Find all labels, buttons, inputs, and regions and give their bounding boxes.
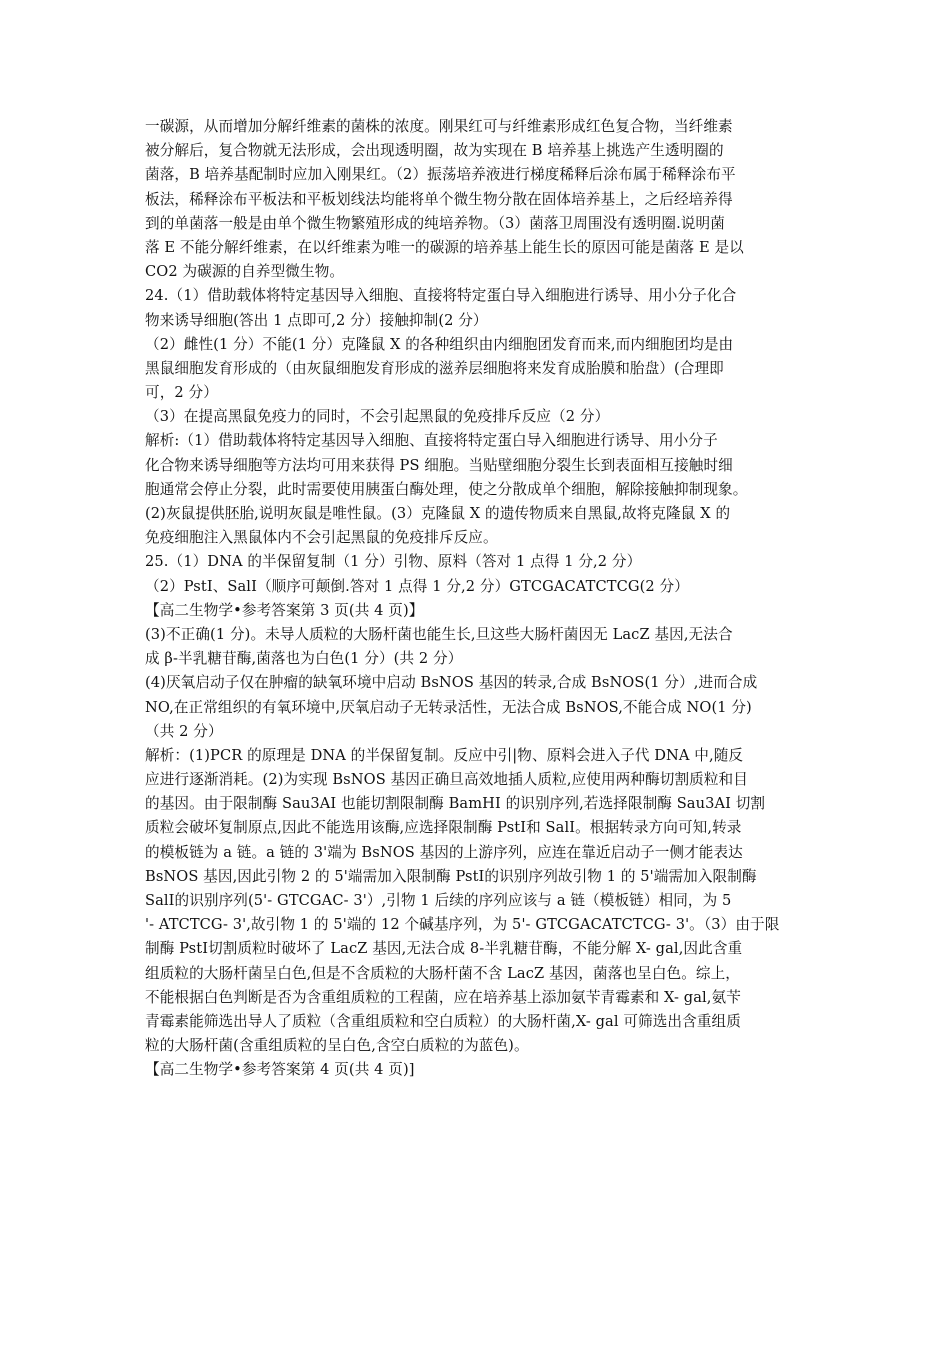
text-line: 成 β-半乳糖苷酶,菌落也为白色(1 分）(共 2 分） bbox=[145, 650, 463, 668]
text-line: 粒的大肠杆菌(含重组质粒的呈白色,含空白质粒的为蓝色)。 bbox=[145, 1037, 529, 1055]
text-line: 青霉素能筛选出导人了质粒（含重组质粒和空白质粒）的大肠杆菌,X- gal 可筛选出含重组质 bbox=[145, 1012, 741, 1030]
text-line: 胞通常会停止分裂，此时需要使用胰蛋白酶处理，使之分散成单个细胞，解除接触抑制现象。 bbox=[145, 480, 748, 498]
text-line: BsNOS 基因,因此引物 2 的 5'端需加入限制酶 PstⅠ的识别序列故引物 1 的 5'端需加入限制酶 bbox=[145, 867, 757, 885]
analysis-line: 解析:（1）借助载体将特定基因导入细胞、直接将特定蛋白导入细胞进行诱导、用小分子 bbox=[145, 432, 718, 450]
text-line: 物来诱导细胞(答出 1 点即可,2 分）接触抑制(2 分） bbox=[145, 311, 488, 329]
text-line: 板法，稀释涂布平板法和平板划线法均能将单个微生物分散在固体培养基上，之后经培养得 bbox=[145, 190, 733, 208]
text-line: 黑鼠细胞发育形成的（由灰鼠细胞发育形成的滋养层细胞将来发育成胎膜和胎盘）(合理即 bbox=[145, 359, 724, 377]
text-line: 的基因。由于限制酶 Sau3AI 也能切割限制酶 BamHI 的识别序列,若选择限制酶 Sau3AI 切割 bbox=[145, 795, 766, 813]
text-line: 免疫细胞注入黑鼠体内不会引起黑鼠的免疫排斥反应。 bbox=[145, 529, 498, 547]
text-line: 不能根据白色判断是否为含重组质粒的工程菌，应在培养基上添加氨苄青霉素和 X- gal,氨苄 bbox=[145, 988, 741, 1006]
text-line: 到的单菌落一般是由单个微生物繁殖形成的纯培养物。（3）菌落卫周围没有透明圈.说明菌 bbox=[145, 214, 725, 232]
text-line: （2）PstI、SalI（顺序可颠倒.答对 1 点得 1 分,2 分）GTCGACATCTCG(2 分） bbox=[145, 577, 689, 595]
text-line: CO2 为碳源的自养型微生物。 bbox=[145, 263, 345, 281]
text-line: 应进行逐渐消耗。(2)为实现 BsNOS 基因正确旦高效地插人质粒,应使用两种酶切割质粒和目 bbox=[145, 771, 748, 789]
text-line: SalⅠ的识别序列(5'- GTCGAC- 3'）,引物 1 后续的序列应该与 a 链（模板链）相同，为 5 bbox=[145, 892, 732, 909]
question-25-line: 25.（1）DNA 的半保留复制（1 分）引物、原料（答对 1 点得 1 分,2 分） bbox=[145, 553, 642, 571]
text-line: (3)不正确(1 分)。未导人质粒的大肠杆菌也能生长,旦这些大肠杆菌因无 LacZ 基因,无法合 bbox=[145, 625, 733, 643]
text-line: 的模板链为 a 链。a 链的 3'端为 BsNOS 基因的上游序列，应连在靠近启动子一侧才能表达 bbox=[145, 843, 743, 861]
text-line: （3）在提高黑鼠免疫力的同时，不会引起黑鼠的免疫排斥反应（2 分） bbox=[145, 408, 610, 426]
text-line: （共 2 分） bbox=[145, 722, 223, 740]
analysis-line: 解析：(1)PCR 的原理是 DNA 的半保留复制。反应中引|物、原料会进入子代 DNA 中,随反 bbox=[145, 746, 744, 764]
text-line: (2)灰鼠提供胚胎,说明灰鼠是唯性鼠。(3）克隆鼠 X 的遗传物质来自黑鼠,故将克隆鼠 X 的 bbox=[145, 505, 731, 522]
text-line: '- ATCTCG- 3',故引物 1 的 5'端的 12 个碱基序列，为 5'- GTCGACATCTCG- 3'。（3）由于限 bbox=[145, 916, 780, 934]
text-line: 菌落，B 培养基配制时应加入刚果红。（2）振荡培养液进行梯度稀释后涂布属于稀释涂布平 bbox=[145, 166, 736, 184]
text-line: （2）雌性(1 分）不能(1 分）克隆鼠 X 的各种组织由内细胞团发育而来,而内细胞团均是由 bbox=[145, 335, 734, 353]
text-line: 可，2 分） bbox=[145, 384, 218, 402]
text-line: 化合物来诱导细胞等方法均可用来获得 PS 细胞。当贴壁细胞分裂生长到表面相互接触时细 bbox=[145, 456, 733, 474]
text-line: (4)厌氧启动子仅在肿瘤的缺氧环境中启动 BsNOS 基因的转录,合成 BsNOS(1 分）,进而合成 bbox=[145, 674, 758, 692]
answer-document bbox=[145, 115, 825, 1083]
text-line: 落 E 不能分解纤维素，在以纤维素为唯一的碳源的培养基上能生长的原因可能是菌落 E 是以 bbox=[145, 238, 744, 256]
text-line: NO,在正常组织的有氧环境中,厌氧启动子无转录活性，无法合成 BsNOS,不能合成 NO(1 分) bbox=[145, 698, 752, 716]
text-line: 制酶 PstⅠ切割质粒时破坏了 LacZ 基因,无法合成 8-半乳糖苷酶，不能分解 X- gal,因此含重 bbox=[145, 940, 743, 958]
text-line: 被分解后，复合物就无法形成，会出现透明圈，故为实现在 B 培养基上挑选产生透明圈的 bbox=[145, 142, 724, 160]
page-footer-3: 【高二生物学•参考答案第 3 页(共 4 页)】 bbox=[145, 601, 424, 619]
text-line: 组质粒的大肠杆菌呈白色,但是不含质粒的大肠杆菌不含 LacZ 基因，菌落也呈白色。综上， bbox=[145, 964, 740, 982]
text-line: 质粒会破坏复制原点,因此不能选用该酶,应选择限制酶 PstⅠ和 SalI。根据转录方向可知,转录 bbox=[145, 819, 742, 837]
page-footer-4: 【高二生物学•参考答案第 4 页(共 4 页)] bbox=[145, 1061, 415, 1079]
text-line: 一碳源，从而增加分解纤维素的菌株的浓度。刚果红可与纤维素形成红色复合物，当纤维素 bbox=[145, 118, 733, 135]
question-24-line: 24.（1）借助载体将特定基因导入细胞、直接将特定蛋白导入细胞进行诱导、用小分子化合 bbox=[145, 287, 737, 305]
